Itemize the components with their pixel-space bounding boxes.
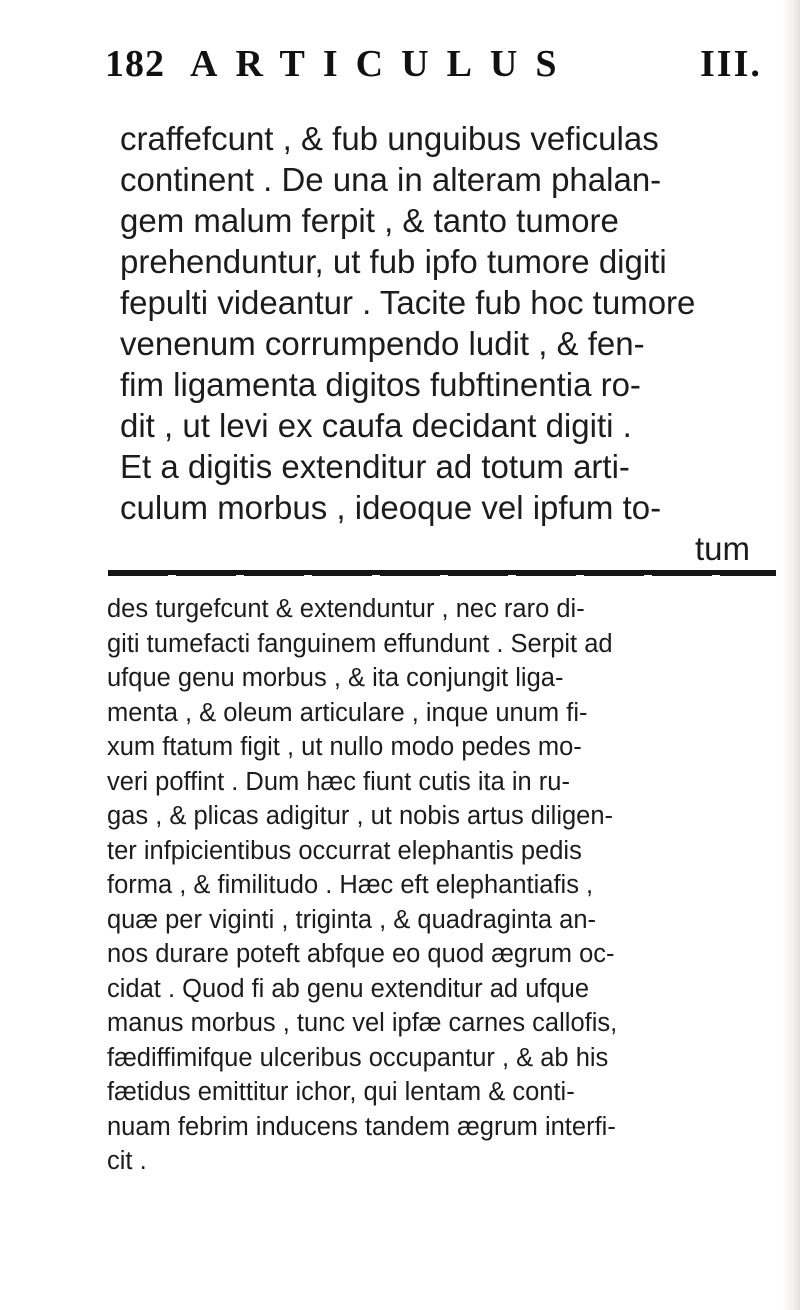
text-line: ter infpicientibus occurrat elephantis pedis (107, 836, 582, 865)
text-line: giti tumefacti fanguinem effundunt . Serpit ad (107, 629, 613, 658)
text-line: Et a digitis extenditur ad totum arti- (120, 448, 630, 485)
section-divider-ornament (108, 574, 776, 576)
text-line: gas , & plicas adigitur , ut nobis artus diligen- (107, 802, 614, 830)
running-header (105, 42, 785, 92)
text-line: fædiffimifque ulceribus occupantur , & ab his (107, 1043, 609, 1072)
text-line: menta , & oleum articulare , inque unum fi- (107, 698, 588, 727)
text-line: venenum corrumpendo ludit , & fen- (120, 325, 645, 362)
page-number: 182 (105, 43, 165, 85)
catchword: tum (695, 530, 751, 567)
text-line: prehenduntur, ut fub ipfo tumore digiti (120, 243, 667, 280)
text-line: manus morbus , tunc vel ipfæ carnes callofis, (107, 1009, 618, 1037)
text-line: continent . De una in alteram phalan- (120, 161, 662, 198)
body-text-upper (120, 118, 800, 569)
article-number: III. (700, 43, 762, 85)
text-line: fætidus emittitur ichor, qui lentam & conti- (107, 1078, 575, 1106)
text-line: nos durare poteft abfque eo quod ægrum oc- (107, 940, 615, 968)
text-line: forma , & fimilitudo . Hæc eft elephantiafis , (107, 871, 594, 899)
text-line: ufque genu morbus , & ita conjungit liga- (107, 664, 564, 692)
text-line: dit , ut levi ex caufa decidant digiti . (120, 407, 632, 444)
running-title: ARTICULUS (190, 43, 575, 85)
text-line: xum ftatum figit , ut nullo modo pedes mo- (107, 733, 582, 761)
text-line: nuam febrim inducens tandem ægrum interfi- (107, 1112, 616, 1141)
text-line: cit . (107, 1147, 147, 1175)
text-line: veri poffint . Dum hæc fiunt cutis ita in ru- (107, 767, 570, 796)
text-line: cidat . Quod fi ab genu extenditur ad ufque (107, 974, 590, 1003)
text-line: gem malum ferpit , & tanto tumore (120, 202, 619, 239)
text-line: craffefcunt , & fub unguibus veficulas (120, 120, 659, 157)
text-line: fepulti videantur . Tacite fub hoc tumore (120, 284, 696, 321)
text-line: fim ligamenta digitos fubftinentia ro- (120, 366, 641, 403)
text-line: des turgefcunt & extenduntur , nec raro di- (107, 595, 585, 623)
body-text-lower (107, 592, 787, 1179)
text-line: quæ per viginti , triginta , & quadraginta an- (107, 905, 597, 934)
text-line: culum morbus , ideoque vel ipfum to- (120, 489, 662, 526)
